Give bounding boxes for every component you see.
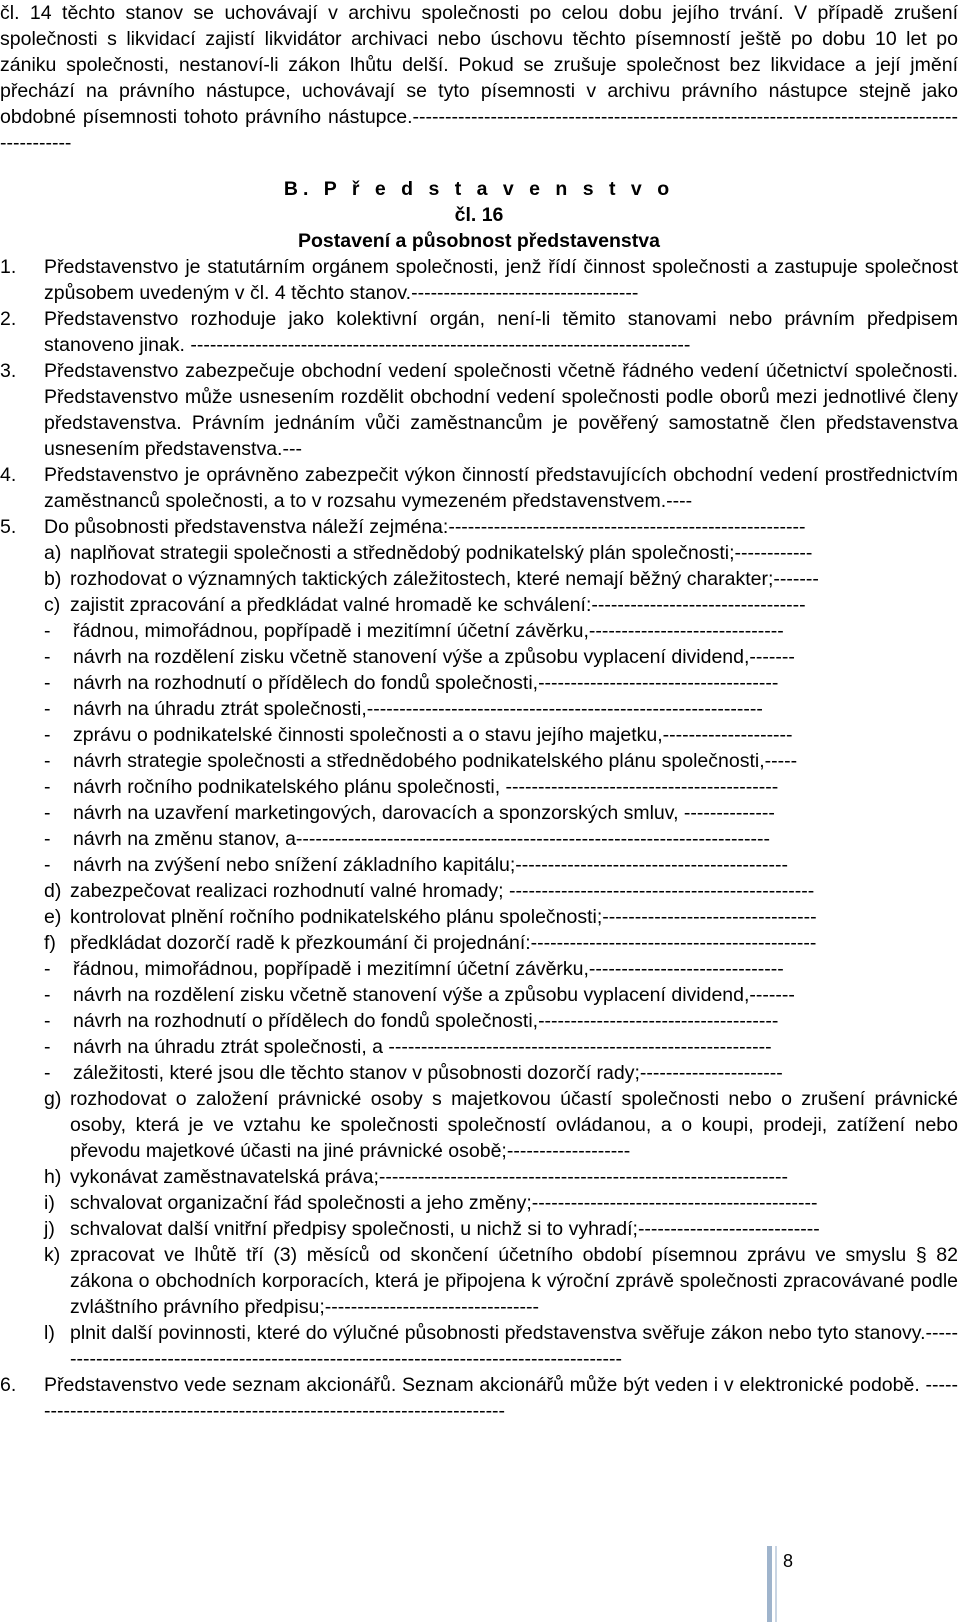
list-item bbox=[0, 1372, 958, 1424]
sub-item bbox=[44, 592, 958, 618]
item-number: 3. bbox=[0, 360, 17, 382]
item-text: Představenstvo je statutárním orgánem společnosti, jenž řídí činnost společnosti a zastupuje společnost způsobem uvedeným v čl. 4 těchto stanov.----------------------------------- bbox=[44, 256, 958, 304]
dash-item bbox=[44, 696, 958, 722]
list-item bbox=[0, 306, 958, 358]
dash-item bbox=[44, 1060, 958, 1086]
intro-text: čl. 14 těchto stanov se uchovávají v archivu společnosti po celou dobu jejího trvání. V případě zrušení společnosti s likvidací zajistí likvidátor archivaci nebo úschovu těchto písemností ještě po dobu 10 let po zániku společnosti, nestanoví-li zákon lhůtu delší. Pokud se zrušuje společnost bez likvidace a její jmění přechází na právního nástupce, uchovávají se tyto písemnosti v archivu právního nástupce stejně jako obdobné písemnosti tohoto právního nástupce.----------------------------------------------------------------------------------------------- bbox=[0, 2, 958, 154]
dash-item bbox=[44, 748, 958, 774]
dash-bullet: - bbox=[44, 1062, 51, 1084]
sub-item bbox=[44, 1216, 958, 1242]
dash-bullet: - bbox=[44, 672, 51, 694]
dash-item-text: návrh na rozdělení zisku včetně stanovení výše a způsobu vyplacení dividend,------- bbox=[73, 984, 795, 1006]
item-number: 5. bbox=[0, 516, 17, 538]
dash-item bbox=[44, 644, 958, 670]
sub-list-continued bbox=[0, 1086, 958, 1372]
list-item bbox=[0, 514, 958, 618]
sub-item-label: h) bbox=[44, 1166, 62, 1188]
sub-item-text: kontrolovat plnění ročního podnikatelského plánu společnosti;--------------------------------- bbox=[70, 906, 817, 928]
item-text: Představenstvo zabezpečuje obchodní vedení společnosti včetně řádného vedení účetnictví společnosti. Představenstvo může usnesením rozdělit obchodní vedení společnosti podle oborů mezi jednotlivé členy představenstva. Právním jednáním vůči zaměstnancům je pověřený samostatně člen představenstva usnesením představenstva.--- bbox=[44, 360, 958, 460]
sub-list bbox=[44, 540, 958, 618]
sub-item-text: schvalovat organizační řád společnosti a jeho změny;-------------------------------------------- bbox=[70, 1192, 818, 1214]
sub-item bbox=[44, 878, 958, 904]
sub-item-text: schvalovat další vnitřní předpisy společnosti, u nichž si to vyhradí;---------------------------- bbox=[70, 1218, 820, 1240]
sub-item-label: a) bbox=[44, 542, 62, 564]
sub-item bbox=[44, 1242, 958, 1320]
sub-item-label: i) bbox=[44, 1192, 55, 1214]
intro-paragraph bbox=[0, 0, 958, 156]
dash-bullet: - bbox=[44, 724, 51, 746]
dash-item bbox=[44, 774, 958, 800]
sub-item bbox=[44, 1320, 958, 1372]
article-number: čl. 16 bbox=[454, 204, 504, 226]
dash-item-text: záležitosti, které jsou dle těchto stanov v působnosti dozorčí rady;---------------------- bbox=[73, 1062, 783, 1084]
sub-item-text: zabezpečovat realizaci rozhodnutí valné hromady; ----------------------------------------------- bbox=[70, 880, 815, 902]
item-number: 1. bbox=[0, 256, 17, 278]
indent-spacer bbox=[0, 878, 44, 956]
dash-item bbox=[44, 722, 958, 748]
footer-accent-bar bbox=[767, 1546, 772, 1622]
sub-item bbox=[44, 540, 958, 566]
dash-item bbox=[44, 982, 958, 1008]
section-heading: B. P ř e d s t a v e n s t v o bbox=[283, 178, 675, 200]
dash-item-text: řádnou, mimořádnou, popřípadě i mezitímní účetní závěrku,------------------------------ bbox=[73, 620, 784, 642]
sub-item-label: b) bbox=[44, 568, 62, 590]
item-number: 2. bbox=[0, 308, 17, 330]
dash-item bbox=[44, 826, 958, 852]
dash-item-text: návrh na rozdělení zisku včetně stanovení výše a způsobu vyplacení dividend,------- bbox=[73, 646, 795, 668]
item-text: Představenstvo je oprávněno zabezpečit výkon činností představujících obchodní vedení prostřednictvím zaměstnanců společnosti, a to v rozsahu vymezeném představenstvem.---- bbox=[44, 464, 958, 512]
sub-item-text: naplňovat strategii společnosti a střednědobý podnikatelský plán společnosti;------------ bbox=[70, 542, 813, 564]
dash-item-text: návrh na rozhodnutí o přídělech do fondů společnosti,------------------------------------- bbox=[73, 672, 779, 694]
sub-item bbox=[44, 904, 958, 930]
sub-item-label: g) bbox=[44, 1088, 62, 1110]
sub-item-label: c) bbox=[44, 594, 61, 616]
sub-item-text: plnit další povinnosti, které do výlučné působnosti představenstva svěřuje zákon nebo tyto stanovy.------------------------------------------------------------------------------------------ bbox=[70, 1322, 958, 1370]
footer-accent-line bbox=[775, 1546, 777, 1622]
list-item bbox=[0, 254, 958, 306]
dash-bullet: - bbox=[44, 854, 51, 876]
dash-bullet: - bbox=[44, 828, 51, 850]
sub-item-text: předkládat dozorčí radě k přezkoumání či projednání:-------------------------------------------- bbox=[70, 932, 817, 954]
dash-item bbox=[44, 670, 958, 696]
dash-bullet: - bbox=[44, 698, 51, 720]
dash-list-f bbox=[0, 956, 958, 1086]
dash-item-text: návrh na rozhodnutí o přídělech do fondů společnosti,------------------------------------- bbox=[73, 1010, 779, 1032]
dash-bullet: - bbox=[44, 646, 51, 668]
sub-item-text: vykonávat zaměstnavatelská práva;--------------------------------------------------------------- bbox=[70, 1166, 789, 1188]
dash-item-text: zprávu o podnikatelské činnosti společnosti a o stavu jejího majetku,-------------------- bbox=[73, 724, 793, 746]
article-items bbox=[0, 254, 958, 618]
sub-item bbox=[44, 930, 958, 956]
item-text: Představenstvo vede seznam akcionářů. Seznam akcionářů může být veden i v elektronické podobě. ---------------------------------------------------------------------------- bbox=[44, 1374, 958, 1422]
item-number: 4. bbox=[0, 464, 17, 486]
sub-item-label: k) bbox=[44, 1244, 61, 1266]
dash-item-text: návrh na změnu stanov, a------------------------------------------------------------------------- bbox=[73, 828, 770, 850]
sub-item-label: d) bbox=[44, 880, 62, 902]
sub-item-text: zpracovat ve lhůtě tří (3) měsíců od skončení účetního období písemnou zprávu ve smyslu § 82 zákona o obchodních korporacích, která je připojena k výroční zprávě společnosti zpracovávané podle zvláštního právního předpisu;--------------------------------- bbox=[70, 1244, 958, 1318]
dash-item bbox=[44, 800, 958, 826]
dash-item-text: řádnou, mimořádnou, popřípadě i mezitímní účetní závěrku,------------------------------ bbox=[73, 958, 784, 980]
dash-bullet: - bbox=[44, 776, 51, 798]
page-number: 8 bbox=[783, 1551, 794, 1571]
dash-item-text: návrh na uzavření marketingových, darovacích a sponzorských smluv, -------------- bbox=[73, 802, 775, 824]
dash-bullet: - bbox=[44, 1036, 51, 1058]
item-text: Představenstvo rozhoduje jako kolektivní orgán, není-li těmito stanovami nebo právním předpisem stanoveno jinak. ----------------------------------------------------------------------------- bbox=[44, 308, 958, 356]
dash-item-text: návrh na úhradu ztrát společnosti, a ----------------------------------------------------------- bbox=[73, 1036, 772, 1058]
sub-item-text: zajistit zpracování a předkládat valné hromadě ke schválení:--------------------------------- bbox=[70, 594, 806, 616]
dash-bullet: - bbox=[44, 620, 51, 642]
dash-bullet: - bbox=[44, 802, 51, 824]
dash-item bbox=[44, 1008, 958, 1034]
sub-item-text: rozhodovat o založení právnické osoby s majetkovou účastí společnosti nebo o zrušení právnické osoby, která je ve vztahu ke společnosti společností ovládanou, a o koupi, prodeji, zatížení nebo převodu majetkové účasti na jiné právnické osobě;------------------- bbox=[70, 1088, 958, 1162]
dash-bullet: - bbox=[44, 984, 51, 1006]
dash-bullet: - bbox=[44, 750, 51, 772]
dash-bullet: - bbox=[44, 958, 51, 980]
item-number: 6. bbox=[0, 1374, 17, 1396]
list-item bbox=[0, 358, 958, 462]
sub-item bbox=[44, 566, 958, 592]
dash-bullet: - bbox=[44, 1010, 51, 1032]
sub-list-continued bbox=[0, 878, 958, 956]
sub-item-label: j) bbox=[44, 1218, 55, 1240]
sub-item bbox=[44, 1086, 958, 1164]
dash-item-text: návrh na úhradu ztrát společnosti,------------------------------------------------------------- bbox=[73, 698, 763, 720]
sub-item-text: rozhodovat o významných taktických záležitostech, které nemají běžný charakter;------- bbox=[70, 568, 819, 590]
sub-item bbox=[44, 1164, 958, 1190]
dash-item-text: návrh strategie společnosti a střednědobého podnikatelského plánu společnosti,----- bbox=[73, 750, 798, 772]
dash-item bbox=[44, 956, 958, 982]
dash-item bbox=[44, 618, 958, 644]
dash-item-text: návrh na zvýšení nebo snížení základního kapitálu;------------------------------------------ bbox=[73, 854, 789, 876]
dash-item bbox=[44, 1034, 958, 1060]
article-title: Postavení a působnost představenstva bbox=[298, 230, 660, 252]
indent-spacer bbox=[0, 1086, 44, 1372]
sub-item bbox=[44, 1190, 958, 1216]
dash-item-text: návrh ročního podnikatelského plánu společnosti, ------------------------------------------ bbox=[73, 776, 779, 798]
section-heading-block bbox=[0, 176, 958, 254]
dash-item bbox=[44, 852, 958, 878]
list-item bbox=[0, 462, 958, 514]
dash-list-c bbox=[0, 618, 958, 878]
sub-item-label: e) bbox=[44, 906, 62, 928]
sub-item-label: f) bbox=[44, 932, 56, 954]
sub-item-label: l) bbox=[44, 1322, 55, 1344]
item-text: Do působnosti představenstva náleží zejména:------------------------------------------------------- bbox=[44, 516, 806, 538]
